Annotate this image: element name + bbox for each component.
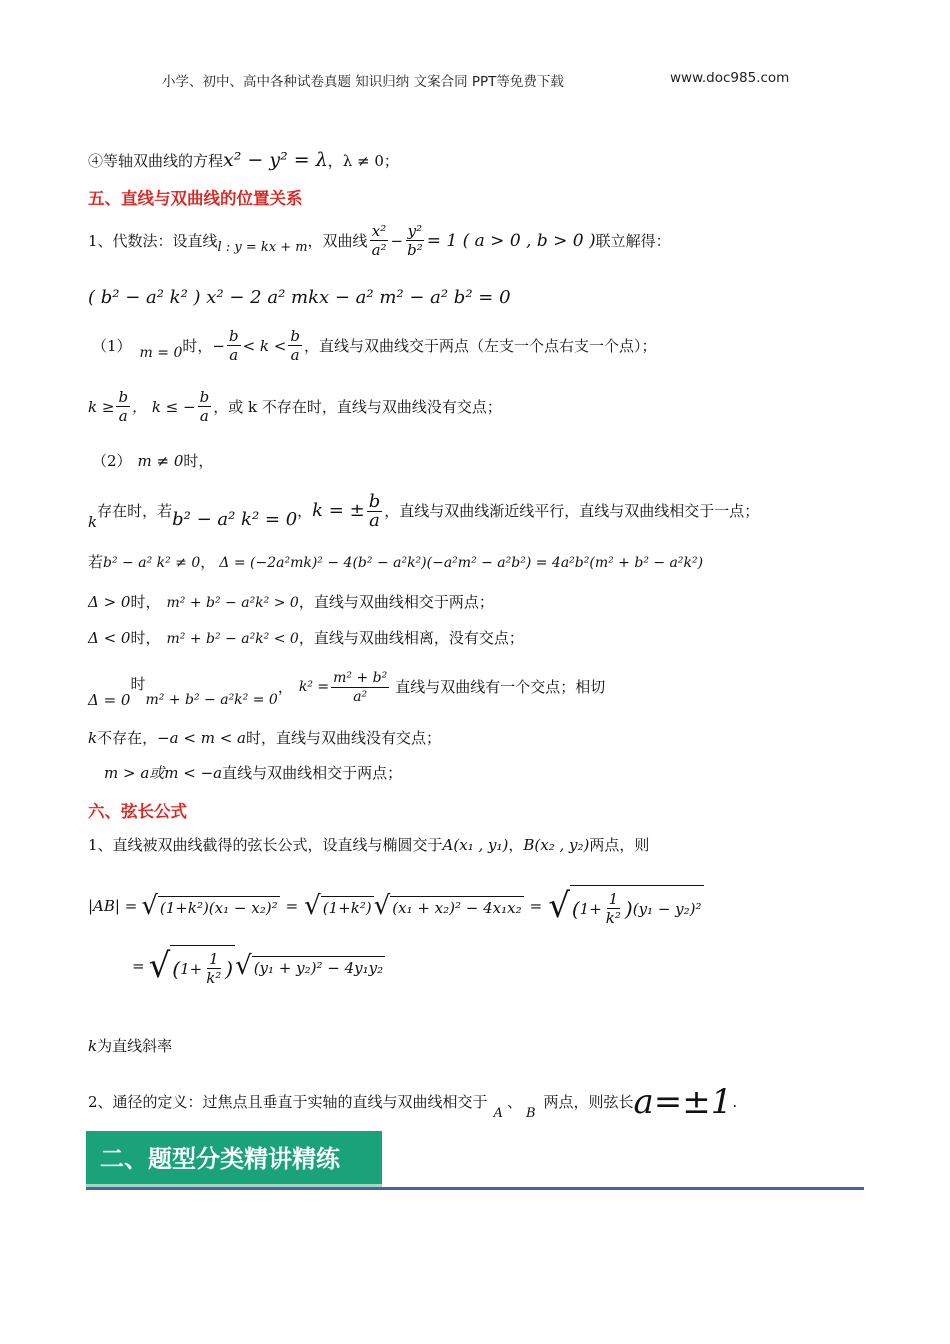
line-case-1 (92, 327, 656, 364)
page-header-text: 小学、初中、高中各种试卷真题 知识归纳 文案合同 PPT等免费下载 (162, 74, 564, 90)
math: m² + b² − a²k² = 0 (145, 692, 278, 708)
math: Δ > 0 (88, 593, 131, 611)
line-delta-zero (88, 664, 605, 710)
math: Δ = 0 (88, 691, 131, 709)
math: |AB| = (88, 897, 138, 915)
line-slope-note (88, 1036, 172, 1056)
math: x² − y² = λ (223, 149, 328, 171)
math: B(x₂ , y₂) (523, 836, 590, 854)
text: 直线与双曲线相交于两点； (222, 764, 403, 782)
math: < k < (242, 336, 287, 355)
text: 为直线斜率 (97, 1037, 173, 1055)
line-case-2 (92, 451, 213, 471)
sqrt-body: ( 1+ $\frac{1}{\text{k²}}$ ) (y₁ − y₂)² (570, 885, 704, 927)
section-banner: 二、题型分类精讲精练 (86, 1131, 382, 1187)
math: k ≥ (88, 397, 115, 416)
text: ，直线与双曲线渐近线平行，直线与双曲线相交于一点； (384, 502, 760, 520)
line-equal-axis-hyperbola (88, 150, 399, 171)
math: k² = (298, 679, 330, 695)
text: （2） (92, 452, 132, 470)
math: = 1 ( a > 0 , b > 0 ) (426, 230, 596, 251)
text: . (732, 1093, 738, 1111)
math: b² − a² k² ≠ 0 (103, 555, 201, 571)
text: 时 (130, 675, 146, 693)
math: − (212, 336, 225, 355)
sqrt-sign: √ (141, 891, 158, 921)
math: m = 0 (139, 344, 183, 361)
text: ，λ ≠ 0； (327, 152, 399, 170)
formula-chord-2 (132, 945, 385, 987)
sqrt-sign: √ (235, 951, 252, 981)
divider-line (86, 1187, 864, 1190)
text: 两点，则弦长 (543, 1093, 634, 1111)
math: (y₁ + y₂)² − 4y₁y₂ (252, 956, 385, 977)
math: m > a或m < −a (104, 764, 223, 782)
text: 联立解得： (595, 231, 671, 250)
math: b² − a² k² = 0 (172, 509, 298, 530)
text: ，双曲线 (307, 231, 368, 250)
line-k-not-exist (88, 728, 441, 748)
section-title-5: 五、直线与双曲线的位置关系 (88, 189, 303, 208)
text: ，直线与双曲线相交于两点； (298, 593, 494, 611)
math: m² + b² − a²k² < 0 (166, 631, 299, 647)
text: 存在时，若 (97, 502, 173, 520)
text: 2、通径的定义：过焦点且垂直于实轴的直线与双曲线相交于 (88, 1093, 488, 1111)
math: ， k ≤ − (132, 397, 196, 416)
line-latus-rectum (88, 1080, 737, 1124)
fraction: $\frac{b}{a}$ (228, 327, 239, 364)
text: 时， (130, 593, 161, 611)
line-m-range (104, 763, 402, 783)
text: ，直线与双曲线相离，没有交点； (298, 629, 524, 647)
math: m ≠ 0 (137, 452, 184, 470)
math: = (132, 957, 145, 975)
text: 1、直线被双曲线截得的弦长公式，设直线与椭圆交于 (88, 836, 443, 854)
math: B (525, 1106, 536, 1121)
text: （1） (92, 336, 132, 355)
text: ， (277, 678, 293, 696)
line-parallel-asymptote (88, 490, 759, 532)
fraction: $\frac{b}{a}$ (118, 388, 129, 425)
math: = (529, 897, 543, 915)
text: − (390, 231, 404, 250)
text: 时，直线与双曲线没有交点； (246, 729, 442, 747)
line-discriminant (88, 552, 703, 573)
math: −a < m < a (157, 729, 246, 747)
sqrt-sign: √ (373, 891, 391, 921)
text: 直线与双曲线有一个交点；相切 (395, 678, 606, 696)
fraction: $\frac{b}{a}$ (290, 327, 300, 364)
math: (x₁ + x₂)² − 4x₁x₂ (390, 896, 523, 917)
text: 不存在， (97, 729, 158, 747)
text: 两点，则 (589, 836, 650, 854)
text: 、 (506, 1093, 522, 1111)
fraction: $\frac{b}{a}$ (368, 490, 381, 531)
text: ④等轴双曲线的方程 (88, 152, 224, 170)
text: ，或 k 不存在时，直线与双曲线没有交点； (213, 397, 502, 416)
math: Δ < 0 (88, 629, 131, 647)
line-delta-negative (88, 628, 524, 649)
text: ， (200, 553, 216, 571)
fraction: $\frac{\text{x²}}{\text{a²}}$ (371, 222, 387, 259)
fraction: $\frac{\text{m² + b²}}{\text{a²}}$ (333, 669, 388, 705)
page-header-site: www.doc985.com (670, 70, 790, 86)
math: A (493, 1106, 503, 1121)
line-chord-length (88, 835, 649, 855)
math: k (88, 729, 98, 747)
math: A(x₁ , y₁) (442, 836, 509, 854)
math: Δ = (−2a²mk)² − 4(b² − a²k²)(−a²m² − a²b²) = 4a²b²(m² + b² − a²k²) (219, 555, 704, 571)
sqrt-sign: √ (148, 946, 171, 986)
sqrt-body: ( 1+ $\frac{1}{\text{k²}}$ ) (170, 945, 235, 987)
text: 时， (182, 336, 213, 355)
math: a=±1 (633, 1082, 733, 1122)
math: = (285, 897, 299, 915)
math-line-equation: l : y = kx + m (217, 239, 308, 255)
text: ，直线与双曲线交于两点（左支一个点右支一个点）； (303, 336, 657, 355)
math: m² + b² − a²k² > 0 (166, 595, 299, 611)
fraction: $\frac{\text{y²}}{\text{b²}}$ (407, 222, 423, 259)
text: 若 (88, 553, 104, 571)
text: ， (508, 836, 524, 854)
text: 时， (183, 452, 214, 470)
math: k (88, 513, 98, 531)
math: (1+k²)(x₁ − x₂)² (158, 896, 280, 917)
fraction: $\frac{b}{a}$ (199, 388, 210, 425)
text: ， (297, 502, 313, 520)
section-title-6: 六、弦长公式 (88, 802, 187, 821)
text: 1、代数法：设直线 (88, 231, 218, 250)
sqrt-sign: √ (304, 891, 321, 921)
line-combined-equation: ( b² − a² k² ) x² − 2 a² mkx − a² m² − a² b² = 0 (88, 287, 511, 308)
line-algebra-method (88, 222, 671, 259)
text: 时， (130, 629, 161, 647)
line-no-intersection (88, 388, 502, 425)
math: k = ± (312, 500, 365, 521)
formula-chord-1 (88, 885, 704, 927)
line-delta-positive (88, 592, 494, 613)
math: k (88, 1037, 98, 1055)
sqrt-sign: √ (548, 886, 570, 926)
math: (1+k²) (321, 896, 374, 917)
